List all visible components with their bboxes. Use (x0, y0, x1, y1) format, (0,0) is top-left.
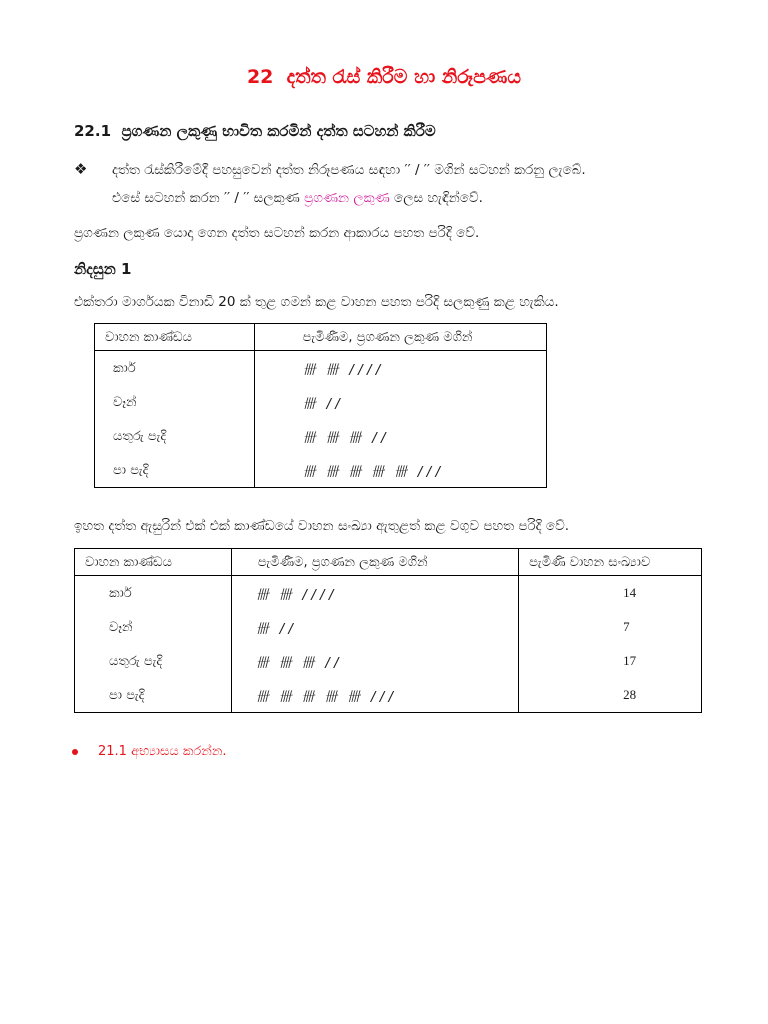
category-cell: පා පැදි (95, 453, 255, 488)
category-cell: පා පැදි (75, 678, 232, 713)
tally-cell: 卌 // (254, 385, 546, 419)
table-row (95, 419, 547, 453)
tally-cell: 卌 卌 //// (254, 351, 546, 386)
header-category: වාහන කාණ්ඩය (75, 549, 232, 576)
header-tally: පැමිණීම, ප්‍රගණන ලකුණ මගින් (254, 324, 546, 351)
table-row (75, 576, 702, 611)
chapter-number: 22 (246, 66, 274, 88)
count-cell: 14 (519, 576, 702, 611)
bullet-dot-icon (72, 749, 78, 755)
table-row (95, 385, 547, 419)
intro-line-1: දත්ත රැස්කිරීමේදී පහසුවෙන් දත්ත නිරූපණය සඳහා ′′ / ′′ මගින් සටහන් කරනු ලැබේ. (112, 162, 586, 178)
chapter-title-text: දත්ත රැස් කිරීම හා නිරූපණය (286, 66, 522, 88)
diamond-bullet-icon: ❖ (74, 160, 88, 178)
tally-mark-term: ප්‍රගණන ලකුණ (304, 190, 390, 206)
tally-table-1 (94, 323, 547, 488)
tally-table-2 (74, 548, 702, 713)
intro-line-2-start: එසේ සටහන් කරන ′′ / ′′ සලකුණ (112, 190, 305, 206)
table-row (95, 351, 547, 386)
intro-line-2-end: ලෙස හැඳින්වේ. (389, 190, 483, 206)
intro-line-2 (112, 190, 483, 206)
chapter-title (0, 66, 768, 88)
header-count: පැමිණි වාහන සංඛ්‍යාව (519, 549, 702, 576)
table-header-row (95, 324, 547, 351)
category-cell: වෑන් (95, 385, 255, 419)
section-title-text: ප්‍රගණන ලකුණු භාවිත කරමින් දත්ත සටහන් කිරීම (121, 122, 436, 140)
tally-cell: 卌 卌 卌 卌 卌 /// (254, 453, 546, 488)
tally-cell: 卌 卌 卌 卌 卌 /// (231, 678, 518, 713)
between-text: ඉහත දත්ත ඇසුරින් එක් එක් කාණ්ඩයේ වාහන සංඛ්‍යා ඇතුළත් කළ වගුව පහත පරිදි වේ. (74, 518, 570, 534)
table-row (75, 678, 702, 713)
table-row (75, 610, 702, 644)
section-title (74, 122, 436, 140)
tally-cell: 卌 卌 卌 // (231, 644, 518, 678)
count-cell: 7 (519, 610, 702, 644)
category-cell: වෑන් (75, 610, 232, 644)
count-cell: 28 (519, 678, 702, 713)
tally-cell: 卌 // (231, 610, 518, 644)
category-cell: කාර් (75, 576, 232, 611)
category-cell: කාර් (95, 351, 255, 386)
example-description: එක්තරා මාර්ගයක විනාඩි 20 ක් තුළ ගමන් කළ වාහන පහත පරිදි සලකුණු කළ හැකිය. (74, 294, 559, 310)
category-cell: යතුරු පැදි (95, 419, 255, 453)
table-header-row (75, 549, 702, 576)
table-row (95, 453, 547, 488)
exercise-text: 21.1 අභ්‍යාසය කරන්න. (98, 744, 227, 759)
table-row (75, 644, 702, 678)
intro-line-3: ප්‍රගණන ලකුණ යොදා ගෙන දත්ත සටහන් කරන ආකාරය පහත පරිදි වේ. (74, 225, 480, 241)
category-cell: යතුරු පැදි (75, 644, 232, 678)
header-tally: පැමිණීම, ප්‍රගණන ලකුණ මගින් (231, 549, 518, 576)
section-number: 22.1 (74, 122, 112, 140)
tally-cell: 卌 卌 卌 // (254, 419, 546, 453)
tally-cell: 卌 卌 //// (231, 576, 518, 611)
header-category: වාහන කාණ්ඩය (95, 324, 255, 351)
count-cell: 17 (519, 644, 702, 678)
example-title: නිදසුන 1 (74, 260, 132, 278)
